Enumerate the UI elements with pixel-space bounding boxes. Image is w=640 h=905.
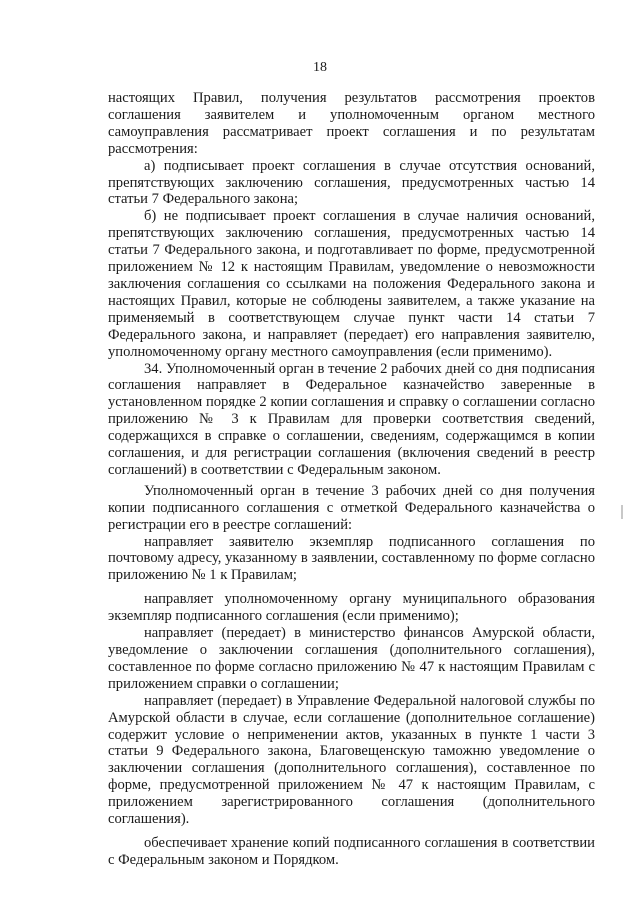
document-body: [108, 90, 595, 869]
paragraph-clause-34: 34. Уполномоченный орган в течение 2 рабочих дней со дня подписания соглашения направляет в Федеральное казначейство заверенные в установленном порядке 2 копии соглашения и справку о соглашении согласно приложению № 3 к Правилам для проверки соответствия сведений, содержащихся в справке о соглашении, сведениям, содержащимся в копии соглашения, и для регистрации соглашения (включения сведений в реестр соглашений) в соответствии с Федеральным законом.: [108, 360, 595, 478]
paragraph-send-applicant: направляет заявителю экземпляр подписанного соглашения по почтовому адресу, указанному в заявлении, составленному по форме согласно приложению № 1 к Правилам;: [108, 533, 595, 584]
paragraph-registration: Уполномоченный орган в течение 3 рабочих дней со дня получения копии подписанного соглашения с отметкой Федерального казначейства о регистрации его в реестре соглашений:: [108, 482, 595, 533]
scan-edge-mark: [621, 505, 623, 519]
paragraph-send-tax-service: направляет (передает) в Управление Федеральной налоговой службы по Амурской области в случае, если соглашение (дополнительное соглашение) содержит условие о неприменении актов, указанных в пункте 1 части 3 статьи 9 Федерального закона, Благовещенскую таможню уведомление о заключении соглашения (дополнительного соглашения), составленное по форме, предусмотренной приложением № 47 к настоящим Правилам, с приложением зарегистрированного соглашения (дополнительного соглашения).: [108, 692, 595, 828]
paragraph-storage: обеспечивает хранение копий подписанного соглашения в соответствии с Федеральным законом и Порядком.: [108, 834, 595, 868]
paragraph-continuation: настоящих Правил, получения результатов рассмотрения проектов соглашения заявителем и уполномоченным органом местного самоуправления рассматривает проект соглашения и по результатам рассмотрения:: [108, 90, 595, 157]
paragraph-send-finance-ministry: направляет (передает) в министерство финансов Амурской области, уведомление о заключении соглашения (дополнительного соглашения), составленное по форме согласно приложению № 47 к настоящим Правилам с приложением справки о соглашении;: [108, 625, 595, 692]
paragraph-send-municipal: направляет уполномоченному органу муниципального образования экземпляр подписанного соглашения (если применимо);: [108, 591, 595, 625]
paragraph-item-b: б) не подписывает проект соглашения в случае наличия оснований, препятствующих заключению соглашения, предусмотренных частью 14 статьи 7 Федерального закона, и подготавливает по форме, предусмотренной приложением № 12 к настоящим Правилам, уведомление о невозможности заключения соглашения со ссылками на положения Федерального закона и настоящих Правил, которые не соблюдены заявителем, а также указание на применяемый в соответствующем случае пункт части 14 статьи 7 Федерального закона, и направляет (передает) его направления заявителю, уполномоченному органу местного самоуправления (если применимо).: [108, 208, 595, 360]
page-number: 18: [313, 60, 327, 75]
paragraph-item-a: а) подписывает проект соглашения в случае отсутствия оснований, препятствующих заключению соглашения, предусмотренных частью 14 статьи 7 Федерального закона;: [108, 157, 595, 208]
